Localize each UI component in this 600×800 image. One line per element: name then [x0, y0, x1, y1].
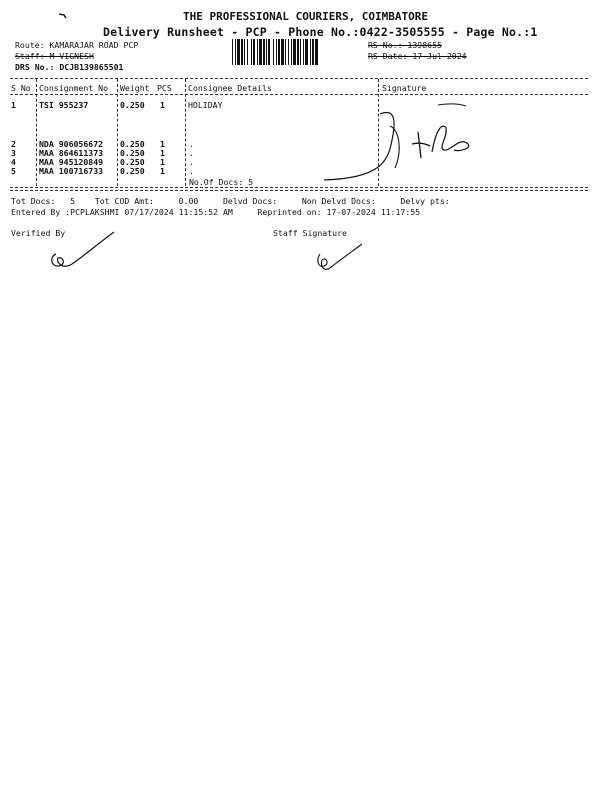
barcode-bar: [293, 39, 296, 65]
row-5-details: .: [189, 166, 194, 176]
row-1-pcs: 1: [160, 100, 165, 110]
row-4-pcs: 1: [160, 157, 165, 167]
barcode-bar: [259, 39, 262, 65]
barcode-bar: [315, 39, 318, 65]
row-3-details: .: [189, 148, 194, 158]
col-header-signature: Signature: [382, 83, 427, 93]
barcode-bar: [253, 39, 255, 65]
company-title: THE PROFESSIONAL COURIERS, COIMBATORE: [183, 10, 429, 23]
barcode-bar: [288, 39, 289, 65]
barcode-bar: [300, 39, 301, 65]
col-header-consignee: Consignee Details: [188, 83, 272, 93]
barcode-bar: [285, 39, 286, 65]
row-2-details: .: [189, 139, 194, 149]
row-4-weight: 0.250: [120, 157, 145, 167]
barcode-bar: [237, 39, 240, 65]
col-separator: [117, 79, 118, 186]
barcode-bar: [251, 39, 252, 65]
col-separator: [185, 79, 186, 186]
divider-top: [10, 78, 588, 79]
barcode-bar: [247, 39, 248, 65]
barcode-bar: [268, 39, 270, 65]
barcode-bar: [241, 39, 243, 65]
barcode-bar: [273, 39, 274, 65]
row-3-weight: 0.250: [120, 148, 145, 158]
row-5-weight: 0.250: [120, 166, 145, 176]
col-separator: [36, 79, 37, 186]
barcode-bar: [266, 39, 267, 65]
staff-signature-handwriting: [310, 238, 370, 278]
barcode-bar: [232, 39, 233, 65]
col-header-consignment: Consignment No: [39, 83, 109, 93]
row-1-weight: 0.250: [120, 100, 145, 110]
verifier-signature-handwriting: [44, 226, 124, 276]
barcode-bar: [291, 39, 292, 65]
row-1-details: HOLIDAY: [188, 100, 223, 110]
barcode-bar: [263, 39, 265, 65]
row-1-consignment: TSI 955237: [39, 100, 89, 110]
delivery-signature-handwriting: [320, 100, 500, 185]
row-3-pcs: 1: [160, 148, 165, 158]
entered-by-line: Entered By :PCPLAKSHMI 07/17/2024 11:15:52 AM Reprinted on: 17-07-2024 11:17:55: [11, 207, 421, 217]
barcode-bar: [312, 39, 314, 65]
staff-label: Staff: M VIGNESH: [15, 51, 94, 61]
barcode-bar: [278, 39, 280, 65]
staff-signature-label: Staff Signature: [273, 228, 347, 238]
row-2-sno: 2: [11, 139, 16, 149]
rs-number: RS No.: 1398655: [368, 40, 442, 50]
barcode-bar: [235, 39, 236, 65]
runsheet-title: Delivery Runsheet - PCP - Phone No.:0422-3505555 - Page No.:1: [103, 25, 538, 39]
totals-line: Tot Docs: 5 Tot COD Amt: 0.00 Delvd Docs: Non Delvd Docs: Delvy pts:: [11, 196, 450, 206]
route-label: Route: KAMARAJAR ROAD PCP: [15, 40, 139, 50]
drs-number: DRS No.: DCJB139865501: [15, 62, 124, 72]
row-1-sno: 1: [11, 100, 16, 110]
row-5-consignment: MAA 100716733: [39, 166, 104, 176]
row-5-pcs: 1: [160, 166, 165, 176]
barcode-bar: [303, 39, 304, 65]
row-3-sno: 3: [11, 148, 16, 158]
barcode-bar: [310, 39, 311, 65]
barcode-bar: [257, 39, 258, 65]
row-2-consignment: NDA 906056672: [39, 139, 104, 149]
col-header-sno: S No: [11, 83, 31, 93]
verified-by-label: Verified By: [11, 228, 66, 238]
row-2-weight: 0.250: [120, 139, 145, 149]
barcode-bar: [305, 39, 308, 65]
rs-date: RS Date: 17-Jul-2024: [368, 51, 467, 61]
divider-header-bottom: [10, 94, 588, 95]
row-4-sno: 4: [11, 157, 16, 167]
docs-count: No.Of Docs: 5: [189, 177, 254, 187]
row-4-consignment: MAA 945120849: [39, 157, 104, 167]
barcode-bar: [244, 39, 245, 65]
divider-table-bottom-2: [10, 190, 588, 191]
col-header-weight: Weight: [120, 83, 150, 93]
divider-table-bottom: [10, 187, 588, 188]
col-header-pcs: PCS: [157, 83, 172, 93]
barcode-bar: [297, 39, 299, 65]
barcode-image: [232, 39, 360, 65]
row-2-pcs: 1: [160, 139, 165, 149]
stray-mark-icon: [58, 12, 68, 20]
barcode-bar: [276, 39, 277, 65]
barcode-bar: [281, 39, 284, 65]
row-3-consignment: MAA 864611373: [39, 148, 104, 158]
row-4-details: .: [189, 157, 194, 167]
row-5-sno: 5: [11, 166, 16, 176]
